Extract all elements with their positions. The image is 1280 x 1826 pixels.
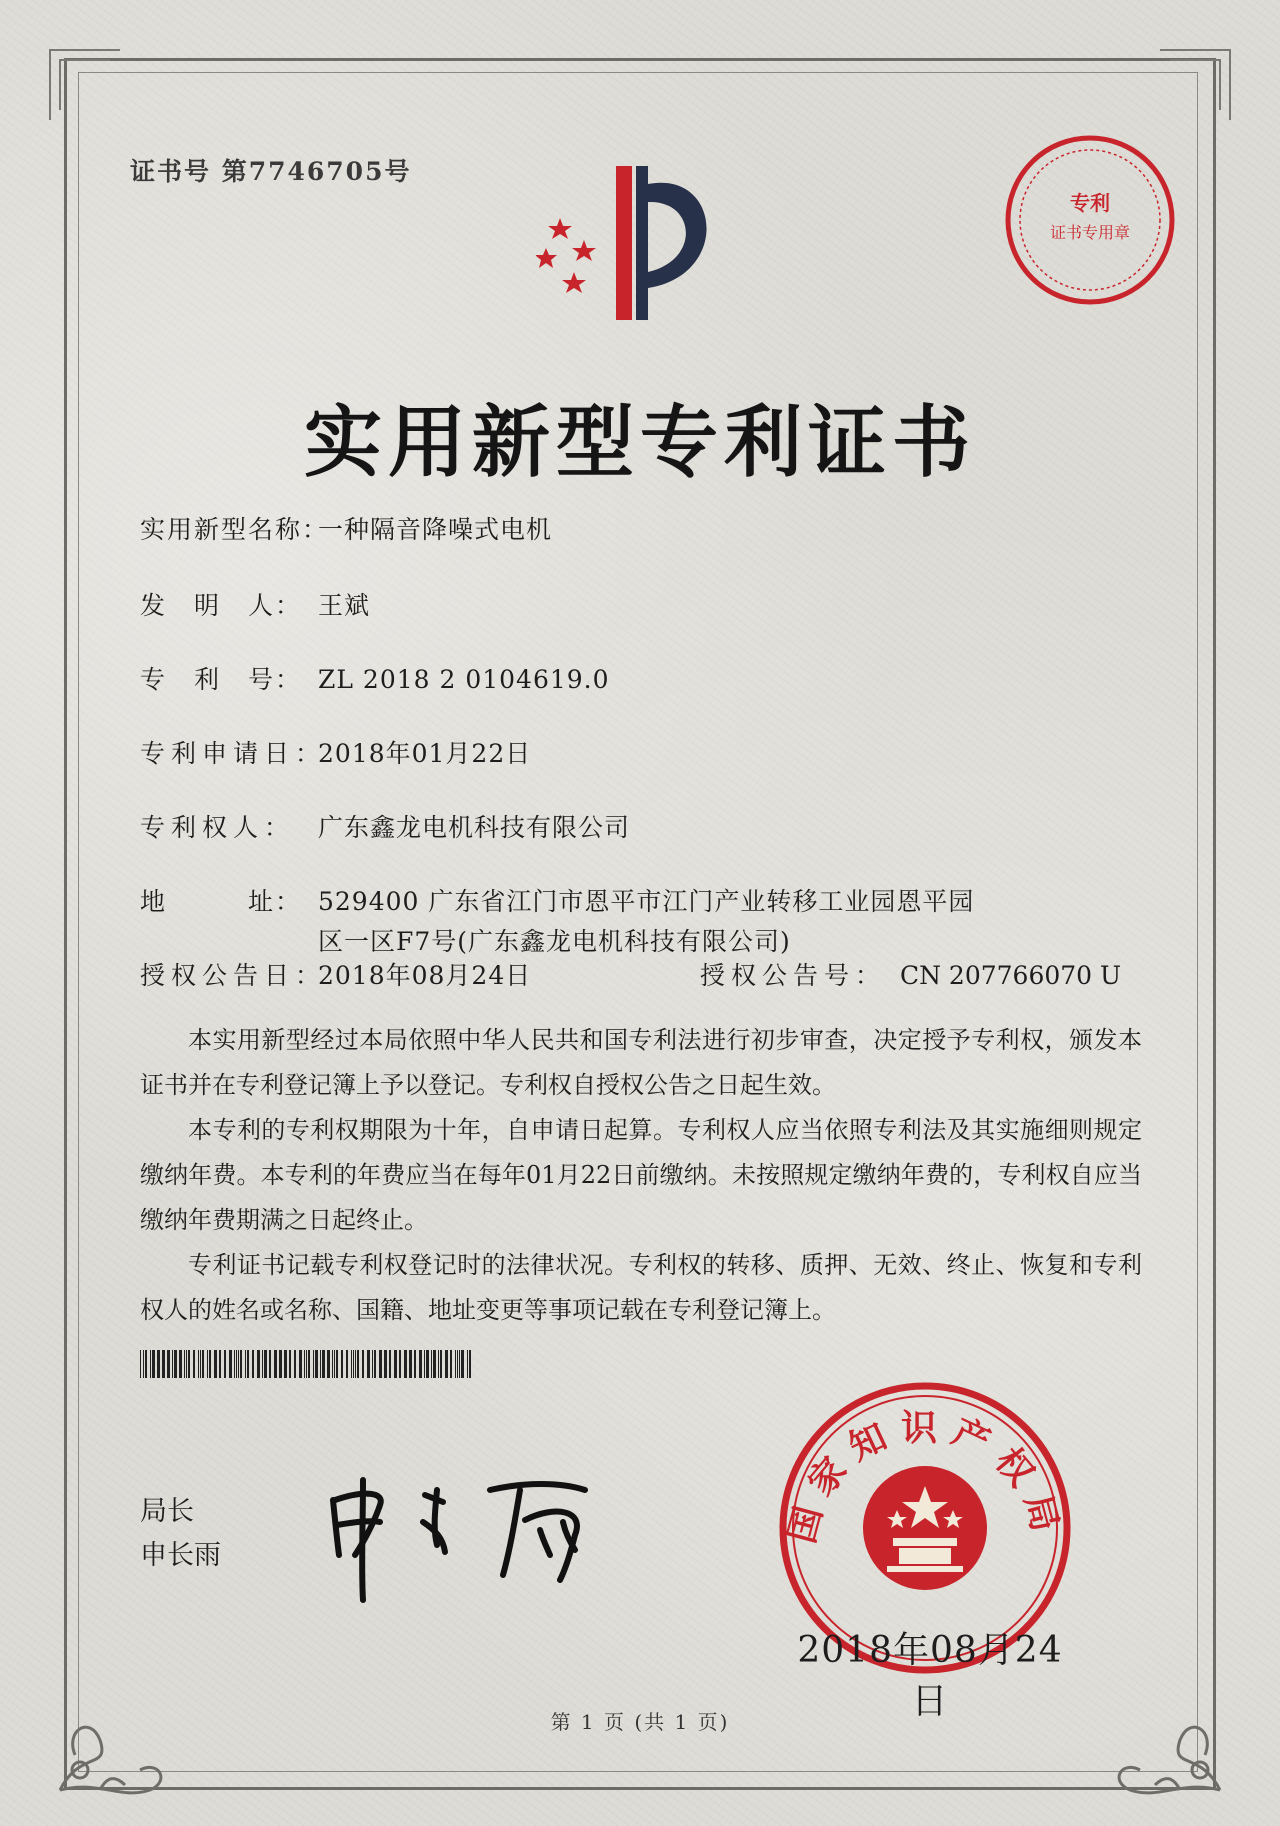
address-label: 地 址： (140, 887, 303, 916)
barcode-bar (257, 1350, 260, 1378)
grant-date-label: 授权公告日： (140, 961, 327, 990)
body-paragraph: 专利证书记载专利权登记时的法律状况。专利权的转移、质押、无效、终止、恢复和专利权人的姓名或名称、国籍、地址变更等事项记载在专利登记簿上。 (140, 1251, 1142, 1324)
barcode-bar (236, 1350, 237, 1378)
barcode-bar (341, 1350, 343, 1378)
barcode-bar (219, 1350, 221, 1378)
barcode-bar (313, 1350, 314, 1378)
barcode-bar (426, 1350, 429, 1378)
barcode-bar (346, 1350, 348, 1378)
field-utility-model-name (140, 510, 552, 546)
barcode-bar (431, 1350, 432, 1378)
barcode-bar (294, 1350, 296, 1378)
barcode-bar (351, 1350, 352, 1378)
barcode-bar (327, 1350, 330, 1378)
address-line-2: 区一区F7号(广东鑫龙电机科技有限公司) (318, 927, 791, 956)
barcode-bar (262, 1350, 263, 1378)
barcode-bar (238, 1350, 239, 1378)
barcode-bar (433, 1350, 436, 1378)
barcode-bar (299, 1350, 302, 1378)
barcode-bar (274, 1350, 277, 1378)
barcode-bar (332, 1350, 333, 1378)
barcode-bar (445, 1350, 448, 1378)
barcode-bar (209, 1350, 211, 1378)
barcode-bar (469, 1350, 471, 1378)
barcode-bar (357, 1350, 359, 1378)
barcode (140, 1350, 472, 1378)
barcode-bar (455, 1350, 456, 1378)
barcode-bar (355, 1350, 356, 1378)
barcode-bar (399, 1350, 401, 1378)
barcode-bar (424, 1350, 425, 1378)
patent-office-emblem (536, 160, 756, 330)
barcode-bar (145, 1350, 147, 1378)
barcode-bar (152, 1350, 155, 1378)
barcode-bar (384, 1350, 387, 1378)
barcode-bar (457, 1350, 458, 1378)
barcode-bar (315, 1350, 318, 1378)
barcode-bar (150, 1350, 151, 1378)
barcode-bar (184, 1350, 185, 1378)
barcode-bar (279, 1350, 282, 1378)
address-value (318, 882, 974, 962)
field-inventor (140, 586, 370, 622)
barcode-bar (440, 1350, 442, 1378)
barcode-bar (179, 1350, 182, 1378)
filing-date-label: 专利申请日： (140, 739, 327, 768)
barcode-bar (162, 1350, 165, 1378)
barcode-bar (167, 1350, 170, 1378)
barcode-bar (308, 1350, 310, 1378)
seal-date: 2018年08月24日 (797, 1630, 1063, 1722)
patent-number-value: ZL 2018 2 0104619.0 (318, 665, 610, 694)
barcode-bar (172, 1350, 173, 1378)
certificate-number: 证书号 第7746705号 (130, 157, 412, 186)
barcode-bar (304, 1350, 305, 1378)
barcode-bar (143, 1350, 144, 1378)
barcode-bar (207, 1350, 208, 1378)
barcode-bar (224, 1350, 226, 1378)
barcode-bar (264, 1350, 267, 1378)
field-address (140, 882, 974, 962)
grant-publication-number-label: 授权公告号： (700, 961, 887, 990)
barcode-bar (188, 1350, 190, 1378)
barcode-bar (467, 1350, 468, 1378)
barcode-bar (252, 1350, 254, 1378)
inventor-value: 王斌 (318, 591, 371, 620)
field-grant-date (140, 956, 531, 992)
barcode-bar (334, 1350, 335, 1378)
barcode-bar (414, 1350, 416, 1378)
director-name: 申长雨 (140, 1540, 221, 1571)
barcode-bar (229, 1350, 232, 1378)
barcode-bar (362, 1350, 364, 1378)
barcode-bar (214, 1350, 217, 1378)
corner-ornament-top-right (1150, 40, 1240, 130)
corner-ornament-bottom-right (1090, 1660, 1240, 1810)
certificate-body (140, 1018, 1142, 1333)
barcode-bar (404, 1350, 407, 1378)
field-patentee (140, 808, 630, 844)
grant-date-value: 2018年08月24日 (318, 961, 532, 990)
barcode-bar (198, 1350, 199, 1378)
barcode-bar (389, 1350, 391, 1378)
barcode-bar (419, 1350, 422, 1378)
barcode-bar (245, 1350, 246, 1378)
barcode-bar (438, 1350, 439, 1378)
barcode-bar (284, 1350, 287, 1378)
barcode-bar (394, 1350, 397, 1378)
patentee-label: 专利权人： (140, 813, 296, 842)
barcode-bar (367, 1350, 370, 1378)
filing-date-value: 2018年01月22日 (318, 739, 532, 768)
barcode-bar (409, 1350, 412, 1378)
barcode-bar (240, 1350, 242, 1378)
barcode-bar (202, 1350, 204, 1378)
barcode-bar (450, 1350, 452, 1378)
field-filing-date (140, 734, 531, 770)
body-paragraph: 本实用新型经过本局依照中华人民共和国专利法进行初步审查，决定授予专利权，颁发本证书并在专利登记簿上予以登记。专利权自授权公告之日起生效。 (140, 1026, 1142, 1099)
field-grant-publication-number (700, 956, 1121, 992)
svg-text:专利: 专利 (1070, 191, 1110, 215)
barcode-bar (234, 1350, 235, 1378)
barcode-bar (174, 1350, 177, 1378)
page-number: 第 1 页 (共 1 页) (550, 1710, 730, 1734)
inventor-label: 发 明 人： (140, 591, 303, 620)
address-line-1: 529400 广东省江门市恩平市江门产业转移工业园恩平园 (318, 887, 975, 916)
patent-certificate-stamp (1000, 130, 1180, 310)
barcode-bar (379, 1350, 382, 1378)
corner-ornament-top-left (40, 40, 130, 130)
barcode-bar (200, 1350, 201, 1378)
barcode-bar (374, 1350, 376, 1378)
barcode-bar (372, 1350, 373, 1378)
barcode-bar (320, 1350, 321, 1378)
patentee-value: 广东鑫龙电机科技有限公司 (318, 813, 631, 842)
barcode-bar (193, 1350, 195, 1378)
barcode-bar (140, 1350, 141, 1378)
barcode-bar (289, 1350, 291, 1378)
barcode-bar (157, 1350, 160, 1378)
grant-publication-number-value: CN 207766070 U (899, 961, 1122, 990)
patent-number-label: 专 利 号： (140, 665, 303, 694)
barcode-bar (247, 1350, 249, 1378)
barcode-bar (322, 1350, 325, 1378)
barcode-bar (353, 1350, 354, 1378)
utility-model-name-label: 实用新型名称： (140, 515, 330, 544)
certificate-title: 实用新型专利证书 (303, 397, 976, 488)
barcode-bar (306, 1350, 307, 1378)
seal-text: 国家知识产权局 (780, 1407, 1070, 1548)
barcode-bar (269, 1350, 271, 1378)
svg-text:证书专用章: 证书专用章 (1049, 223, 1131, 242)
barcode-bar (459, 1350, 460, 1378)
body-paragraph: 本专利的专利权期限为十年，自申请日起算。专利权人应当依照专利法及其实施细则规定缴纳年费。本专利的年费应当在每年01月22日前缴纳。未按照规定缴纳年费的，专利权自应当缴纳年费期满之日起终止。 (140, 1116, 1142, 1234)
barcode-bar (186, 1350, 187, 1378)
barcode-bar (336, 1350, 338, 1378)
handwritten-signature (325, 1460, 625, 1610)
director-signature-block (140, 1490, 221, 1578)
director-title: 局长 (140, 1496, 194, 1527)
barcode-bar (461, 1350, 464, 1378)
field-patent-number (140, 660, 610, 696)
corner-ornament-bottom-left (40, 1660, 190, 1810)
utility-model-name-value: 一种隔音降噪式电机 (318, 515, 553, 544)
